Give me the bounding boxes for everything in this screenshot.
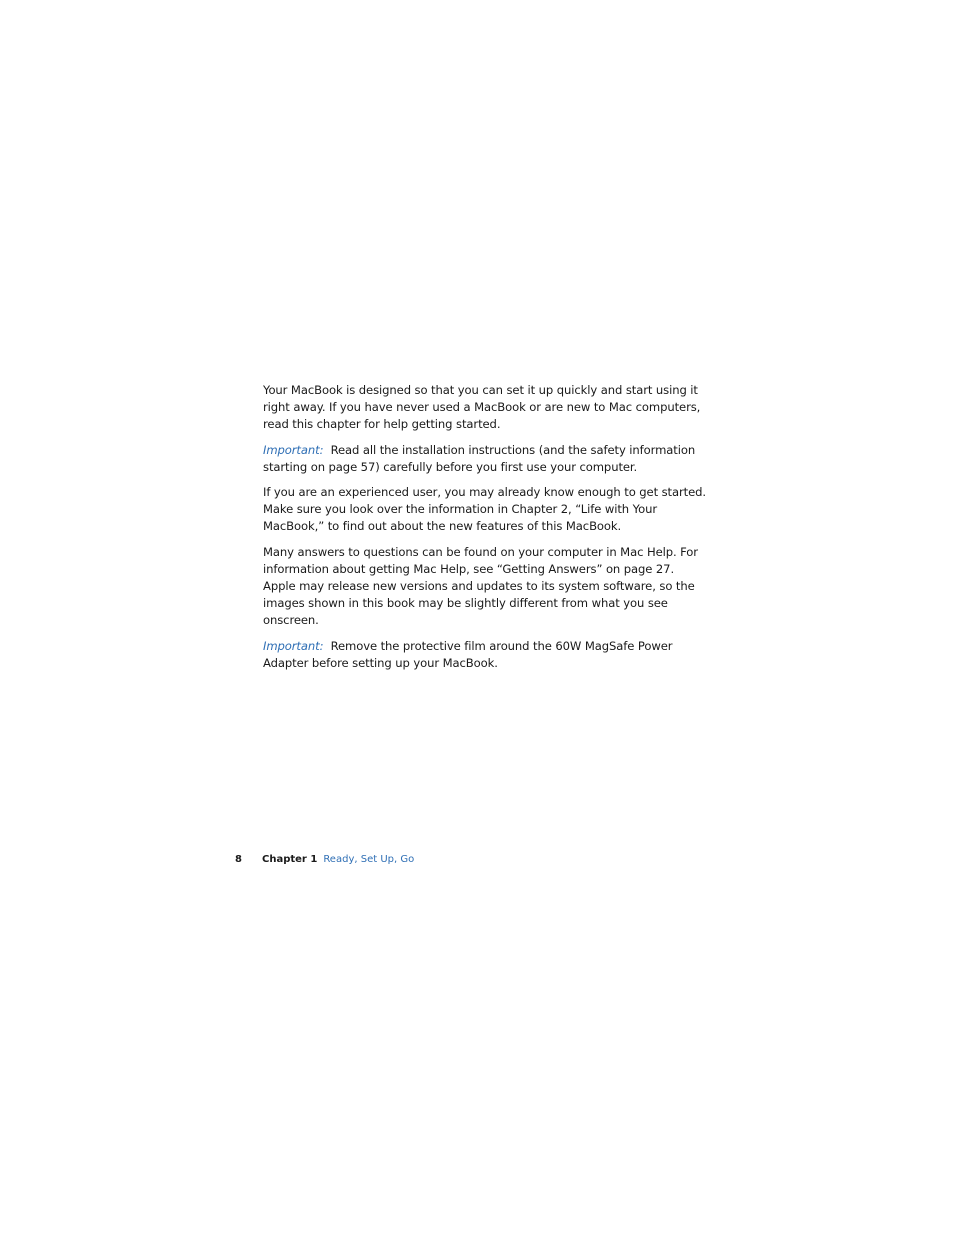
page-footer <box>235 853 414 867</box>
important-label: Important: <box>263 442 324 457</box>
experienced-user-line: If you are an experienced user, you may already know enough to get started. <box>263 485 706 500</box>
mac-help-paragraph: Many answers to questions can be found on your computer in Mac Help. For information about getting Mac Help, see “Getting Answers” on page 27. Apple may release new versions and updates to its system software, so the images shown in this book may be slightly different from what you see onscreen. <box>263 544 698 628</box>
main-content <box>263 382 709 680</box>
important-label: Important: <box>263 638 324 653</box>
important-note-installation <box>263 442 709 476</box>
intro-paragraph: Your MacBook is designed so that you can set it up quickly and start using it right away. If you have never used a MacBook or are new to Mac computers, read this chapter for help getting started. <box>263 383 701 432</box>
chapter-title: Ready, Set Up, Go <box>323 854 415 865</box>
important-note-text: Remove the protective film around the 60W MagSafe Power Adapter before setting up your MacBook. <box>263 638 673 670</box>
page-number: 8 <box>235 854 242 865</box>
chapter-label: Chapter 1 <box>262 854 318 865</box>
important-note-power-adapter <box>263 638 709 672</box>
important-note-text: Read all the installation instructions (and the safety information starting on page 57) carefully before you first use your computer. <box>263 442 696 474</box>
experienced-user-paragraph <box>263 484 709 536</box>
chapter-reference-line: Make sure you look over the information in Chapter 2, “Life with Your MacBook,” to find out about the new features of this MacBook. <box>263 502 657 534</box>
